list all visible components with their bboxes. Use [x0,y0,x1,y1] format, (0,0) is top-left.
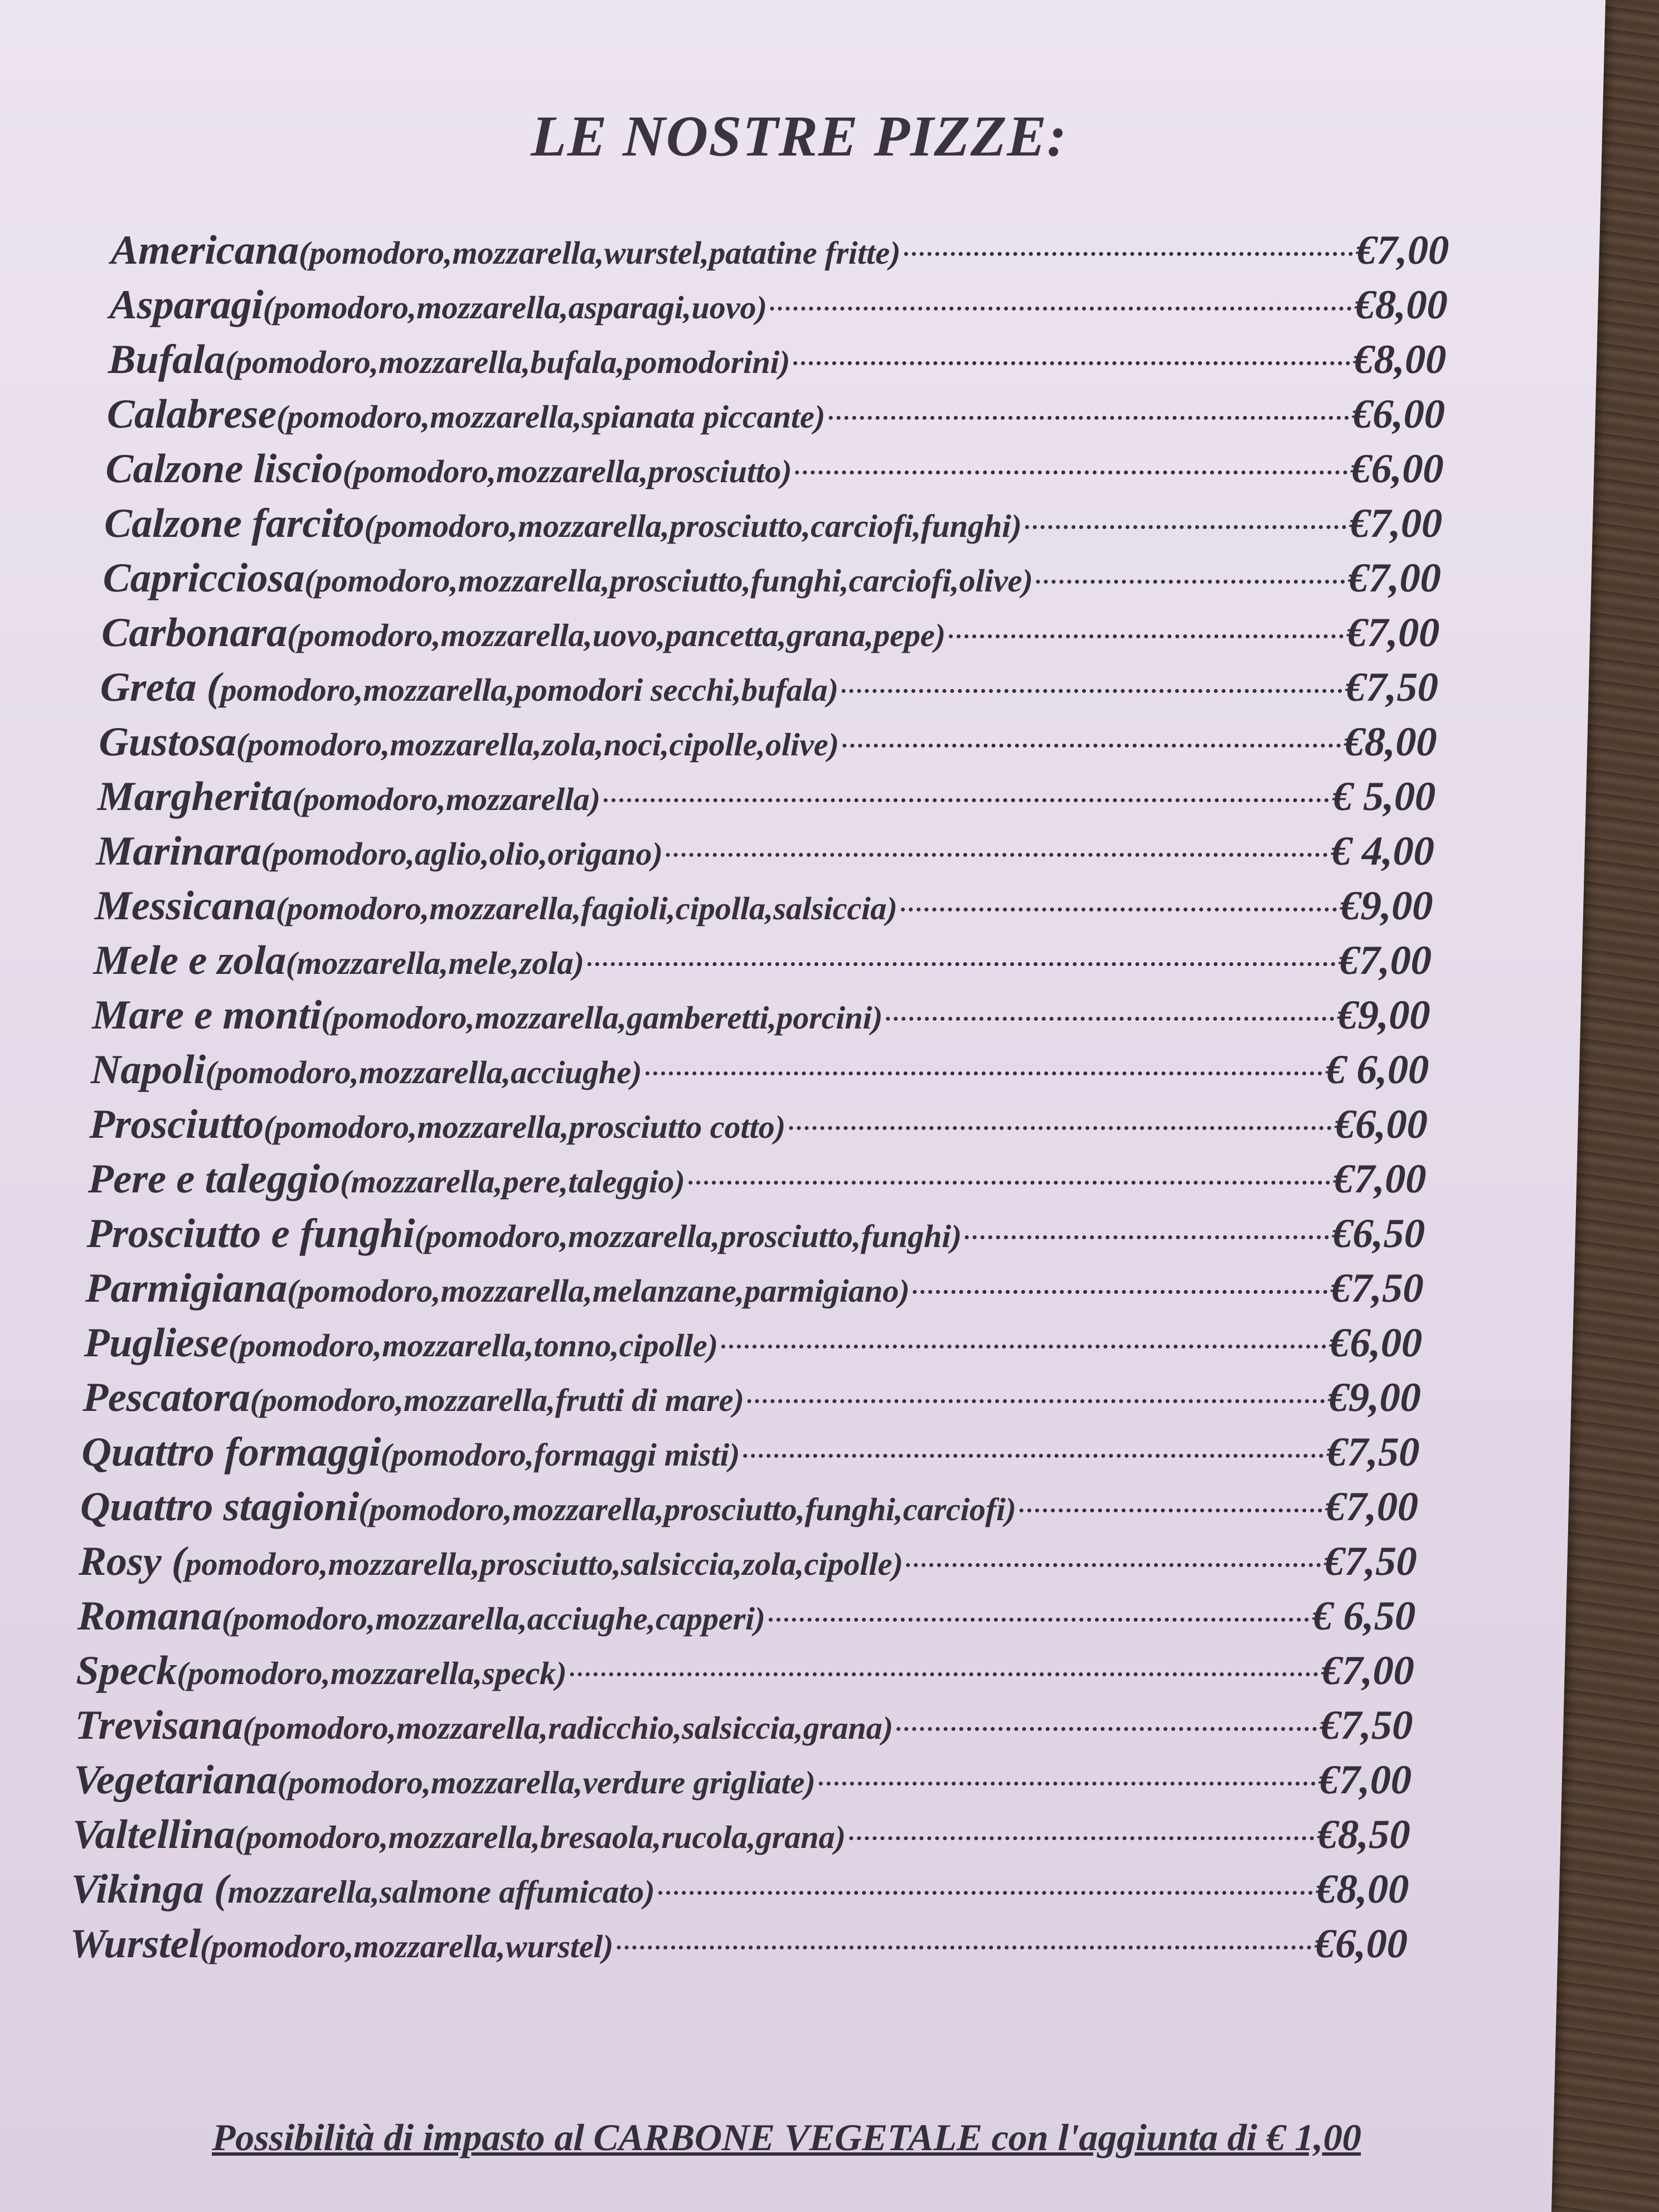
menu-item [74,1698,1413,1753]
dot-leader [793,361,1350,365]
menu-item [86,1206,1425,1261]
pizza-price: €7,50 [1323,1539,1418,1584]
pizza-name: Valtellina [71,1812,236,1857]
menu-item [90,1042,1429,1097]
dot-leader [688,1181,1330,1185]
dot-leader [666,853,1328,857]
pizza-name: Trevisana [74,1702,244,1748]
pizza-price: €6,50 [1331,1211,1425,1257]
pizza-price: €7,00 [1318,1757,1412,1803]
pizza-price: €9,00 [1336,992,1431,1038]
pizza-ingredients: (pomodoro,mozzarella,spianata piccante) [276,399,826,435]
pizza-price: €9,00 [1339,883,1434,929]
dot-leader [770,307,1351,311]
menu-item [93,933,1432,988]
pizza-name: Greta ( [99,664,221,710]
pizza-price: €8,00 [1352,337,1447,382]
dot-leader [901,908,1337,911]
dot-leader [842,744,1341,748]
pizza-ingredients: mozzarella,salmone affumicato) [227,1874,656,1910]
menu-item [78,1534,1417,1589]
menu-item [71,1807,1410,1862]
pizza-price: €7,00 [1332,1156,1427,1202]
dot-leader [604,798,1329,802]
pizza-ingredients: pomodoro,mozzarella,pomodori secchi,bufala) [220,672,839,708]
pizza-ingredients: (pomodoro,mozzarella,prosciutto,carciofi,funghi) [363,508,1022,544]
pizza-price: €6,00 [1314,1921,1408,1967]
dot-leader [906,1563,1321,1567]
menu-item [69,1917,1408,1971]
pizza-ingredients: (pomodoro,mozzarella) [292,781,601,817]
pizza-name: Vegetariana [72,1757,278,1803]
pizza-name: Calzone liscio [105,446,343,492]
pizza-price: €9,00 [1327,1375,1422,1420]
pizza-price: €6,00 [1350,446,1444,492]
pizza-ingredients: (pomodoro,mozzarella,uovo,pancetta,grana,pepe) [287,617,946,653]
pizza-ingredients: (pomodoro,mozzarella,verdure grigliate) [276,1764,816,1801]
pizza-name: Quattro stagioni [79,1484,360,1530]
dot-leader [721,1345,1326,1348]
menu-item [106,387,1445,442]
pizza-name: Speck [75,1648,178,1694]
menu-item [105,442,1444,496]
dot-leader [886,1017,1334,1021]
pizza-name: Prosciutto e funghi [86,1211,415,1257]
pizza-name: Wurstel [69,1921,201,1967]
dot-leader [1025,525,1346,529]
menu-item [100,660,1439,715]
pizza-ingredients: (mozzarella,mele,zola) [285,945,585,981]
dot-leader [1020,1508,1322,1512]
dot-leader [896,1727,1317,1731]
pizza-ingredients: (pomodoro,mozzarella,prosciutto cotto) [263,1109,786,1145]
pizza-name: Rosy ( [78,1539,186,1584]
menu-item [91,988,1430,1042]
pizza-name: Napoli [90,1047,206,1093]
dot-leader [645,1071,1322,1075]
pizza-price: €6,00 [1328,1320,1423,1366]
pizza-price: € 4,00 [1330,828,1435,874]
pizza-name: Quattro formaggi [81,1429,381,1475]
pizza-ingredients: (pomodoro,mozzarella,speck) [176,1655,567,1691]
pizza-name: Capricciosa [102,555,305,601]
pizza-ingredients: (pomodoro,mozzarella,frutti di mare) [249,1382,745,1418]
pizza-name: Carbonara [101,610,288,656]
dot-leader [789,1126,1331,1130]
dot-leader [849,1836,1314,1840]
pizza-name: Bufala [108,337,226,382]
dot-leader [588,962,1336,966]
pizza-ingredients: (pomodoro,mozzarella,prosciutto,funghi) [414,1218,962,1254]
menu-item [101,605,1440,660]
menu-item [83,1370,1422,1425]
pizza-ingredients: (pomodoro,mozzarella,prosciutto,funghi,carciofi) [358,1491,1017,1527]
menu-item [85,1261,1424,1316]
pizza-price: €7,00 [1355,227,1450,273]
pizza-list [69,223,1450,1971]
pizza-ingredients: (pomodoro,mozzarella,bufala,pomodorini) [225,344,791,380]
dot-leader [795,470,1347,474]
pizza-ingredients: (pomodoro,mozzarella,asparagi,uovo) [263,289,768,326]
pizza-name: Prosciutto [89,1102,265,1147]
menu-item [110,223,1449,278]
pizza-price: €7,00 [1346,610,1440,656]
dot-leader [819,1782,1316,1786]
menu-item [81,1425,1420,1479]
dot-leader [1036,580,1345,584]
pizza-name: Messicana [94,883,277,929]
pizza-name: Calzone farcito [104,501,365,546]
dot-leader [904,252,1352,256]
dot-leader [842,689,1342,693]
menu-item [95,824,1434,879]
pizza-ingredients: (pomodoro,mozzarella,acciughe,capperi) [221,1600,766,1637]
pizza-price: €7,00 [1325,1484,1419,1530]
pizza-ingredients: (pomodoro,mozzarella,zola,noci,cipolle,olive) [236,726,840,763]
pizza-price: €7,00 [1338,938,1432,983]
menu-item [76,1643,1415,1698]
pizza-price: €7,50 [1345,664,1439,710]
pizza-ingredients: (pomodoro,mozzarella,wurstel,patatine fritte) [298,235,901,271]
pizza-name: Asparagi [109,282,264,328]
pizza-ingredients: (pomodoro,aglio,olio,origano) [260,836,663,872]
dot-leader [617,1946,1311,1949]
pizza-ingredients: (pomodoro,mozzarella,melanzane,parmigiano) [287,1273,910,1309]
pizza-price: €7,50 [1330,1265,1424,1311]
menu-item [108,332,1447,387]
menu-item [73,1753,1412,1807]
dot-leader [965,1235,1328,1239]
dot-leader [748,1399,1325,1403]
pizza-name: Marinara [95,828,262,874]
pizza-price: €8,00 [1343,719,1438,765]
pizza-price: €7,00 [1321,1648,1415,1694]
pizza-ingredients: (pomodoro,mozzarella,radicchio,salsiccia,grana) [242,1710,894,1746]
pizza-ingredients: (pomodoro,mozzarella,gamberetti,porcini) [321,1000,884,1036]
dot-leader [913,1290,1327,1294]
pizza-ingredients: (pomodoro,mozzarella,prosciutto) [342,453,793,489]
pizza-price: €8,00 [1354,282,1448,328]
pizza-name: Pere e taleggio [88,1156,341,1202]
pizza-price: € 6,50 [1312,1593,1417,1639]
pizza-name: Pescatora [82,1375,251,1420]
pizza-name: Vikinga ( [70,1866,229,1912]
menu-item [88,1152,1427,1206]
pizza-ingredients: (pomodoro,mozzarella,tonno,cipolle) [228,1327,719,1364]
pizza-name: Margherita [97,774,293,819]
dot-leader [743,1454,1323,1458]
menu-item [77,1589,1416,1643]
pizza-price: €6,00 [1351,391,1445,437]
menu-item [109,278,1448,332]
pizza-ingredients: pomodoro,mozzarella,prosciutto,salsiccia,zola,cipolle) [185,1546,904,1582]
pizza-price: € 6,00 [1325,1047,1430,1093]
pizza-name: Gustosa [98,719,237,765]
pizza-price: €7,50 [1326,1429,1420,1475]
pizza-price: €7,50 [1319,1702,1414,1748]
menu-item [80,1479,1419,1534]
menu-item [98,715,1437,769]
pizza-name: Romana [77,1593,223,1639]
menu-item [84,1316,1423,1370]
pizza-ingredients: (pomodoro,formaggi misti) [380,1437,741,1473]
pizza-name: Parmigiana [85,1265,288,1311]
menu-item [70,1862,1409,1917]
pizza-name: Pugliese [84,1320,230,1366]
menu-item [102,551,1441,605]
menu-item [94,879,1433,933]
dot-leader [769,1618,1309,1622]
pizza-ingredients: (pomodoro,mozzarella,fagioli,cipolla,salsiccia) [275,890,898,926]
menu-item [104,496,1443,551]
pizza-ingredients: (pomodoro,mozzarella,bresaola,rucola,grana) [234,1819,846,1855]
pizza-price: €7,00 [1348,501,1443,546]
pizza-ingredients: (mozzarella,pere,taleggio) [339,1163,686,1200]
pizza-price: €8,50 [1317,1812,1411,1857]
menu-title: LE NOSTRE PIZZE: [530,104,1069,168]
dot-leader [828,416,1348,420]
dot-leader [949,634,1343,638]
pizza-price: €6,00 [1334,1102,1428,1147]
pizza-price: € 5,00 [1332,774,1437,819]
pizza-name: Calabrese [106,391,278,437]
charcoal-dough-note: Possibilità di impasto al CARBONE VEGETALE con l'aggiunta di € 1,00 [211,2116,1362,2158]
pizza-ingredients: (pomodoro,mozzarella,wurstel) [200,1928,614,1964]
pizza-price: €7,00 [1347,555,1442,601]
dot-leader [658,1891,1312,1895]
dot-leader [570,1672,1318,1676]
pizza-name: Americana [110,227,300,273]
pizza-price: €8,00 [1315,1866,1410,1912]
menu-item [97,769,1436,824]
menu-item [89,1097,1428,1152]
pizza-ingredients: (pomodoro,mozzarella,acciughe) [205,1054,643,1090]
pizza-name: Mare e monti [91,992,322,1038]
pizza-ingredients: (pomodoro,mozzarella,prosciutto,funghi,carciofi,olive) [304,562,1034,599]
pizza-name: Mele e zola [93,938,287,983]
